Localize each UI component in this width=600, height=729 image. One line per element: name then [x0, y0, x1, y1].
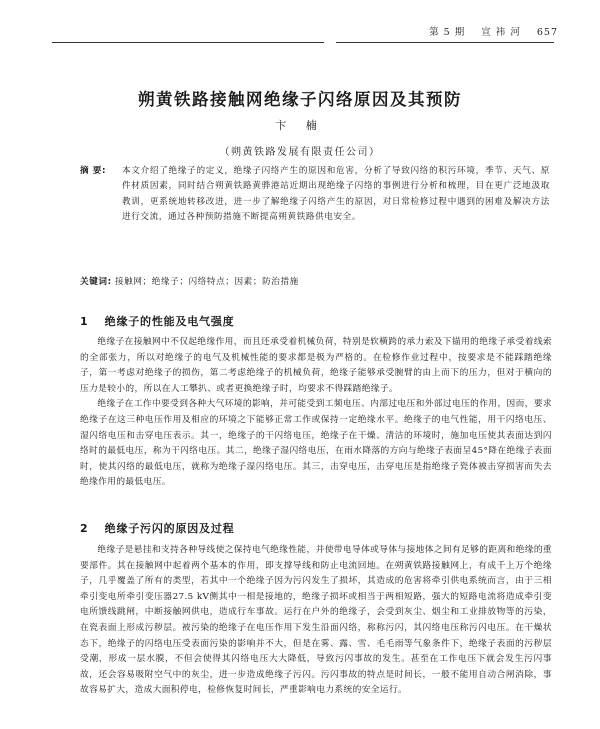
section-heading-2 — [80, 520, 234, 536]
header-rule-left — [52, 42, 324, 43]
article-title: 朔黄铁路接触网绝缘子闪络原因及其预防 — [138, 90, 462, 109]
paragraph: 绝缘子是悬挂和支持各种导线使之保持电气绝缘性能，并使带电导体或导体与接地体之间有足够的距离和绝缘的重要部件。其在接触网中起着两个基本的作用，即支撑导线和防止电流回地。在朔黄铁路接触网上，有成千上万个绝缘子，几乎覆盖了所有的类型，若其中一个绝缘子因为污闪发生了损坏，其造成的危害将牵引供电系统而言，由于三相牵引变电所牵引变压器27.5 kV侧其中一相是接地的，绝缘子损坏或相当于两相短路，强大的短路电流将造成牵引变电所馈线跳闸，中断接触网供电，造成行车事故。运行在户外的绝缘子，会受到灰尘、烟尘和工业排放物等的污染，在瓷表面上形成污秽层。被污染的绝缘子在电压作用下发生沿面闪络，称称污闪，其闪络电压称污闪电压。在干燥状态下，绝缘子的闪络电压受表面污染的影响并不大，但是在雾、露、雪、毛毛雨等气象条件下，绝缘子表面的污秽层受潮，形成一层水膜，不但会使得其闪络电压大大降低，导致污闪事故的发生。甚至在工作电压下就会发生污闪事故，还会容易吸附空气中的灰尘，进一步造成绝缘子污闪。污闪事故的特点是时间长，一般不能用自动合闸消除，事故容易扩大，造成大面积停电，检修恢复时间长，严重影响电力系统的安全运行。 — [80, 545, 552, 696]
keywords-text: 接触网；绝缘子；闪络特点；因素；防治措施 — [114, 277, 299, 287]
section-heading-1 — [80, 313, 234, 329]
section-title: 绝缘子的性能及电气强度 — [104, 315, 235, 328]
paragraph: 绝缘子在工作中要受到各种大气环境的影响，并可能受到工频电压、内部过电压和外部过电压的作用，因而，要求绝缘子在这三种电压作用及相应的环境之下能够正常工作或保持一定绝缘水平。绝缘子的电气性能，用干闪络电压、湿闪络电压和击穿电压表示。其一，绝缘子的干闪络电压，绝缘子在干燥、清洁的环境时，施加电压使其表面达到闪络时的最低电压，称为干闪络电压。其二，绝缘子湿闪络电压，在雨水降落的方向与绝缘子表面呈45°降在绝缘子表面时，使其闪络的最低电压，就称为绝缘子湿闪络电压。其三，击穿电压，击穿电压是指绝缘子瓷体被击穿损害而失去绝缘作用的最低电压。 — [80, 399, 552, 488]
abstract — [80, 164, 550, 225]
page-number: 657 — [536, 27, 558, 38]
header-rule-right — [336, 42, 554, 43]
section-2-body — [80, 543, 552, 699]
article-author: 卞 楠 — [275, 119, 325, 132]
header-author: 宣 祎 河 — [481, 27, 521, 38]
section-number: 2 — [80, 522, 89, 535]
author-affiliation: （朔黄铁路发展有限责任公司） — [219, 147, 381, 158]
abstract-label: 摘 要: — [80, 166, 107, 176]
section-title: 绝缘子污闪的原因及过程 — [104, 522, 235, 535]
issue-number: 第 5 期 — [429, 27, 466, 38]
paragraph: 绝缘子在接触网中不仅起绝缘作用，而且还承受着机械负荷，特别是软横跨的承力索及下锚用的绝缘子承受着线索的全部张力，所以对绝缘子的电气及机械性能的要求都是极为严格的。在检修作业过程中，按要求是不能踩踏绝缘子，第一考虑对绝缘子的损伤，第二考虑绝缘子的机械负荷，绝缘子能够承受腕臂的由上而下的压力，但对于横向的压力是较小的，所以在人工攀扒、或者更换绝缘子时，均要求不得踩踏绝缘子。 — [80, 337, 552, 394]
running-header — [417, 24, 558, 38]
abstract-text: 本文介绍了绝缘子的定义，绝缘子闪络产生的原因和危害，分析了导致闪络的积污环境，季节、天气、原件材质因素，同时结合朔黄铁路黄骅港站近期出现绝缘子闪络的事例进行分析和梳理，目在更广泛地汲取教训，更系统地转移改进，进一步了解绝缘子闪络产生的原因，对日常检修过程中遇到的困难及解决方法进行交流，通过各种预防措施不断提高朔黄铁路供电安全。 — [122, 166, 550, 222]
section-number: 1 — [80, 315, 89, 328]
keywords — [80, 275, 550, 287]
section-1-body — [80, 335, 552, 491]
keywords-label: 关键词: — [80, 277, 112, 287]
